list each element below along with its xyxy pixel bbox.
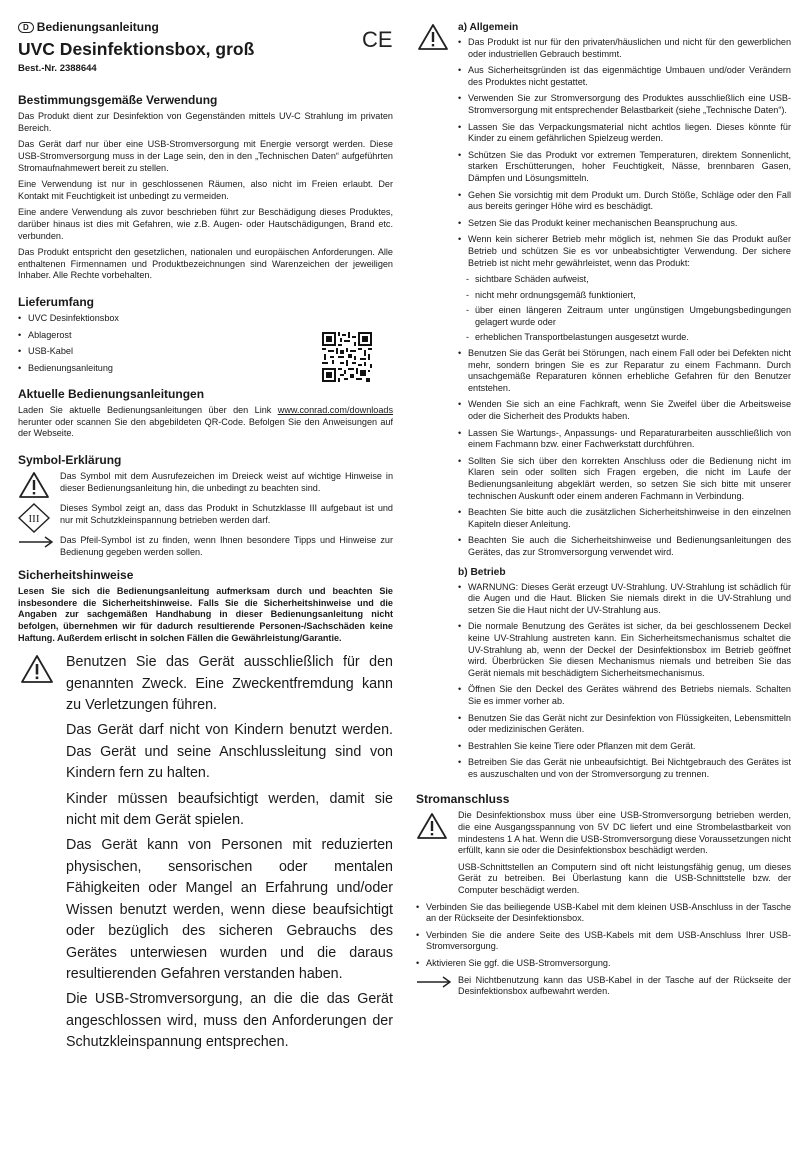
symbols-heading: Symbol-Erklärung	[18, 453, 122, 468]
scope-heading: Lieferumfang	[18, 294, 95, 309]
list-item: • Beachten Sie auch die Sicherheitshinweise und Bedienungsanleitungen des Gerätes, das zur Stromversorgung verwendet wird.	[458, 535, 791, 558]
right-column	[416, 0, 791, 1003]
list-item: - sichtbare Schäden aufweist,	[458, 274, 791, 286]
list-item: • Bestrahlen Sie keine Tiere oder Pflanzen mit dem Gerät.	[458, 741, 791, 753]
symbol-item	[18, 471, 393, 499]
list-item: • Setzen Sie das Produkt keiner mechanischen Beanspruchung aus.	[458, 218, 791, 230]
general-section	[416, 21, 791, 780]
manuals-heading: Aktuelle Bedienungsanleitungen	[18, 387, 205, 402]
warning-paragraph: Die USB-Stromversorgung, an die die das Gerät angeschlossen wird, muss den Anforderungen der Schutzkleinspannung entsprechen.	[66, 991, 393, 1051]
ce-mark-text: CE	[362, 28, 393, 50]
article-number: Best.-Nr. 2388644	[18, 62, 97, 74]
paragraph: Die Desinfektionsbox muss über eine USB-Stromversorgung betrieben werden, die eine Ausgangsspannung von 5V DC liefert und eine Strombelastbarkeit von mindestens 1 A hat. Wenn die USB-Stromversorgung diese Voraussetzungen nicht erfüllt, kann sie oder die Desinfektionsbox beschädigt werden.	[458, 810, 791, 856]
list-item: • Verbinden Sie die andere Seite des USB-Kabels mit dem USB-Anschluss Ihrer USB-Stromversorgung.	[416, 930, 791, 953]
list-item: • Beachten Sie bitte auch die zusätzlichen Sicherheitshinweise in den einzelnen Kapiteln dieser Anleitung.	[458, 507, 791, 530]
operation-list	[458, 582, 791, 781]
list-item: • Öffnen Sie den Deckel des Gerätes während des Betriebs niemals. Schalten Sie es immer vorher ab.	[458, 684, 791, 707]
general-list	[458, 37, 791, 269]
paragraph: Eine Verwendung ist nur in geschlossenen Räumen, also nicht im Freien erlaubt. Der Kontakt mit Feuchtigkeit ist unbedingt zu vermeiden.	[18, 179, 393, 201]
arrow-icon	[416, 975, 452, 993]
symbol-text: Dieses Symbol zeigt an, dass das Produkt in Schutzklasse III aufgebaut ist und nur mit Schutzkleinspannung betrieben werden darf.	[60, 503, 393, 525]
download-link[interactable]: www.conrad.com/downloads	[277, 405, 393, 416]
language-badge: D	[18, 22, 34, 33]
symbol-text: Das Symbol mit dem Ausrufezeichen im Dreieck weist auf wichtige Hinweise in dieser Bedienungsanleitung hin, die unbedingt zu beachten sind.	[60, 471, 393, 493]
warning-triangle-icon	[417, 23, 449, 55]
paragraph: Das Produkt dient zur Desinfektion von Gegenständen mittels UV-C Strahlung im privaten Bereich.	[18, 111, 393, 133]
tip-text: Bei Nichtbenutzung kann das USB-Kabel in der Tasche auf der Rückseite der Desinfektionsbox aufbewahrt werden.	[458, 974, 791, 997]
list-item: • Wenden Sie sich an eine Fachkraft, wenn Sie Zweifel über die Arbeitsweise oder die Sicherheit des Produkts haben.	[458, 399, 791, 422]
page-title: UVC Desinfektionsbox, groß	[18, 38, 255, 59]
warning-paragraph: Das Gerät darf nicht von Kindern benutzt werden. Das Gerät und seine Anschlussleitung sind von Kindern fern zu halten.	[66, 722, 393, 782]
list-item: • WARNUNG: Dieses Gerät erzeugt UV-Strahlung. UV-Strahlung ist schädlich für die Augen und die Haut. Blicken Sie niemals direkt in die UV-Strahlung und setzen Sie die Haut nicht der UV-Strahlung aus.	[458, 582, 791, 617]
doc-type: Bedienungsanleitung	[36, 20, 159, 34]
list-item: - nicht mehr ordnungsgemäß funktioniert,	[458, 290, 791, 302]
symbol-text: Das Pfeil-Symbol ist zu finden, wenn Ihnen besondere Tipps und Hinweise zur Bedienung gegeben werden sollen.	[60, 535, 393, 557]
safety-heading: Sicherheitshinweise	[18, 568, 134, 583]
list-item: • Gehen Sie vorsichtig mit dem Produkt um. Durch Stöße, Schläge oder den Fall aus bereits geringer Höhe wird es beschädigt.	[458, 190, 791, 213]
safety-intro: Lesen Sie sich die Bedienungsanleitung aufmerksam durch und beachten Sie insbesondere die Sicherheitshinweise. Falls Sie die Sicherheitshinweise und die Angaben zur sachgemäßen Handhabung in dieser Bedienungsanleitung nicht befolgen, übernehmen wir für dadurch resultierende Personen-/Sachschäden keine Haftung. Außerdem erlischt in solchen Fällen die Gewährleistung/Garantie.	[18, 586, 393, 643]
doc-type-line	[18, 22, 393, 34]
warning-triangle-icon	[20, 654, 54, 688]
list-item: • UVC Desinfektionsbox	[18, 313, 393, 325]
list-item: • Bedienungsanleitung	[18, 363, 393, 375]
general-heading: a) Allgemein	[458, 22, 519, 33]
manuals-text-after: herunter oder scannen Sie den abgebildeten QR-Code. Befolgen Sie den Anweisungen auf der Webseite.	[18, 416, 393, 439]
ce-mark	[362, 28, 394, 54]
list-item: • Die normale Benutzung des Gerätes ist sicher, da bei geschlossenem Deckel keine UV-Strahlung austreten kann. Ein Sicherheitsmechanismus schaltet die UV-Strahlung ab, wenn der Deckel der Desinfektionsbox im Betrieb geöffnet wird. Überbrücken Sie diesen Mechanismus niemals und betreiben Sie das Gerät niemals mit beschädigtem Sicherheitsmechanismus.	[458, 621, 791, 679]
general-list-continued	[458, 348, 791, 559]
symbol-item	[18, 535, 393, 558]
warning-paragraph: Benutzen Sie das Gerät ausschließlich für den genannten Zweck. Eine Zweckentfremdung kann zu Verletzungen führen.	[66, 654, 393, 714]
list-item: - über einen längeren Zeitraum unter ungünstigen Umgebungsbedingungen gelagert wurde oder	[458, 305, 791, 328]
power-steps	[416, 902, 791, 970]
list-item: • Das Produkt ist nur für den privaten/häuslichen und nicht für den gewerblichen oder industriellen Gebrauch bestimmt.	[458, 37, 791, 60]
manuals-text-before: Laden Sie aktuelle Bedienungsanleitungen über den Link	[18, 405, 278, 416]
intended-use-heading: Bestimmungsgemäße Verwendung	[18, 93, 218, 108]
left-column	[18, 0, 393, 1058]
operation-heading: b) Betrieb	[458, 566, 506, 578]
manuals-text	[18, 405, 393, 440]
warning-triangle-icon	[18, 471, 50, 503]
list-item: • USB-Kabel	[18, 346, 393, 358]
list-item: • Benutzen Sie das Gerät bei Störungen, nach einem Fall oder bei Defekten nicht mehr, sondern bringen Sie es zur Reparatur zu einem Fachmann. Durch unsachgemäße Reparaturen können erhebliche Gefahren für den Benutzer entstehen.	[458, 348, 791, 394]
list-item: • Sollten Sie sich über den korrekten Anschluss oder die Bedienung nicht im Klaren sein oder sollten sich Fragen ergeben, die nicht im Laufe der Bedienungsanleitung abgeklärt werden, so setzen Sie sich bitte mit unserer technischen Auskunft oder einem anderen Fachmann in Verbindung.	[458, 456, 791, 502]
list-item: - erheblichen Transportbelastungen ausgesetzt wurde.	[458, 332, 791, 344]
condition-list	[458, 274, 791, 344]
list-item: • Betreiben Sie das Gerät nie unbeaufsichtigt. Bei Nichtgebrauch des Gerätes ist es auszuschalten und von der Stromversorgung zu trennen.	[458, 757, 791, 780]
list-item: • Aus Sicherheitsgründen ist das eigenmächtige Umbauen und/oder Verändern des Produktes nicht gestattet.	[458, 65, 791, 88]
list-item: • Verwenden Sie zur Stromversorgung des Produktes ausschließlich eine USB-Stromversorgung mit entsprechender Belastbarkeit (siehe „Technische Daten“).	[458, 93, 791, 116]
svg-text:III: III	[28, 513, 40, 526]
safety-warning-block	[18, 652, 393, 1053]
qr-code	[322, 332, 372, 382]
paragraph: Eine andere Verwendung als zuvor beschrieben führt zur Beschädigung dieses Produktes, darüber hinaus ist dies mit Gefahren, wie z.B. Augen- oder Hautschädigungen, Brand etc. verbunden.	[18, 207, 393, 241]
list-item: • Ablagerost	[18, 330, 393, 342]
list-item: • Aktivieren Sie ggf. die USB-Stromversorgung.	[416, 958, 791, 970]
paragraph: Das Gerät darf nur über eine USB-Stromversorgung mit Energie versorgt werden. Diese USB-Stromversorgung muss in der Lage sein, den in den „Technischen Daten“ aufgeführten Stromaufnahmewert bereit zu stellen.	[18, 139, 393, 173]
list-item: • Benutzen Sie das Gerät nicht zur Desinfektion von Flüssigkeiten, Lebensmitteln oder medizinischen Geräten.	[458, 713, 791, 736]
intended-use-section	[18, 111, 393, 282]
paragraph: Das Produkt entspricht den gesetzlichen, nationalen und europäischen Anforderungen. Alle enthaltenen Firmennamen und Produktbezeichnungen sind Warenzeichen der jeweiligen Inhaber. Alle Rechte vorbehalten.	[18, 247, 393, 281]
paragraph: USB-Schnittstellen an Computern sind oft nicht leistungsfähig genug, um dieses Gerät zu betreiben. Bei Überlastung kann die USB-Schnittstelle bzw. der Computer beschädigt werden.	[458, 861, 791, 896]
list-item: • Verbinden Sie das beiliegende USB-Kabel mit dem kleinen USB-Anschluss in der Tasche an der Rückseite der Desinfektionsbox.	[416, 902, 791, 925]
doc-header	[18, 22, 393, 74]
power-tip	[416, 975, 791, 998]
symbol-item	[18, 503, 393, 531]
protection-class-iii-icon	[18, 503, 50, 537]
list-item: • Schützen Sie das Produkt vor extremen Temperaturen, direktem Sonnenlicht, starken Erschütterungen, hoher Feuchtigkeit, Nässe, brennbaren Gasen, Dämpfen und Lösungsmitteln.	[458, 150, 791, 185]
warning-paragraph: Das Gerät kann von Personen mit reduzierten physischen, sensorischen oder mentalen Fähigkeiten oder Mangel an Erfahrung und/oder Wissen benutzt werden, wenn diese beaufsichtigt oder bezüglich des sicheren Gebrauchs des Gerätes unterwiesen wurden und die daraus resultierenden Gefahren verstanden haben.	[66, 837, 393, 982]
power-warning	[416, 810, 791, 896]
power-heading: Stromanschluss	[416, 792, 510, 807]
warning-triangle-icon	[416, 812, 448, 844]
arrow-icon	[18, 535, 54, 553]
list-item: • Lassen Sie Wartungs-, Anpassungs- und Reparaturarbeiten ausschließlich von einem Fachmann bzw. einer Fachwerkstatt durchführen.	[458, 428, 791, 451]
list-item: • Wenn kein sicherer Betrieb mehr möglich ist, nehmen Sie das Produkt außer Betrieb und schützen Sie es vor unbeabsichtigter Verwendung. Der sichere Betrieb ist nicht mehr gewährleistet, wenn das Produkt:	[458, 234, 791, 269]
warning-paragraph: Kinder müssen beaufsichtigt werden, damit sie nicht mit dem Gerät spielen.	[66, 790, 393, 829]
list-item: • Lassen Sie das Verpackungsmaterial nicht achtlos liegen. Dieses könnte für Kinder zu einem gefährlichen Spielzeug werden.	[458, 122, 791, 145]
